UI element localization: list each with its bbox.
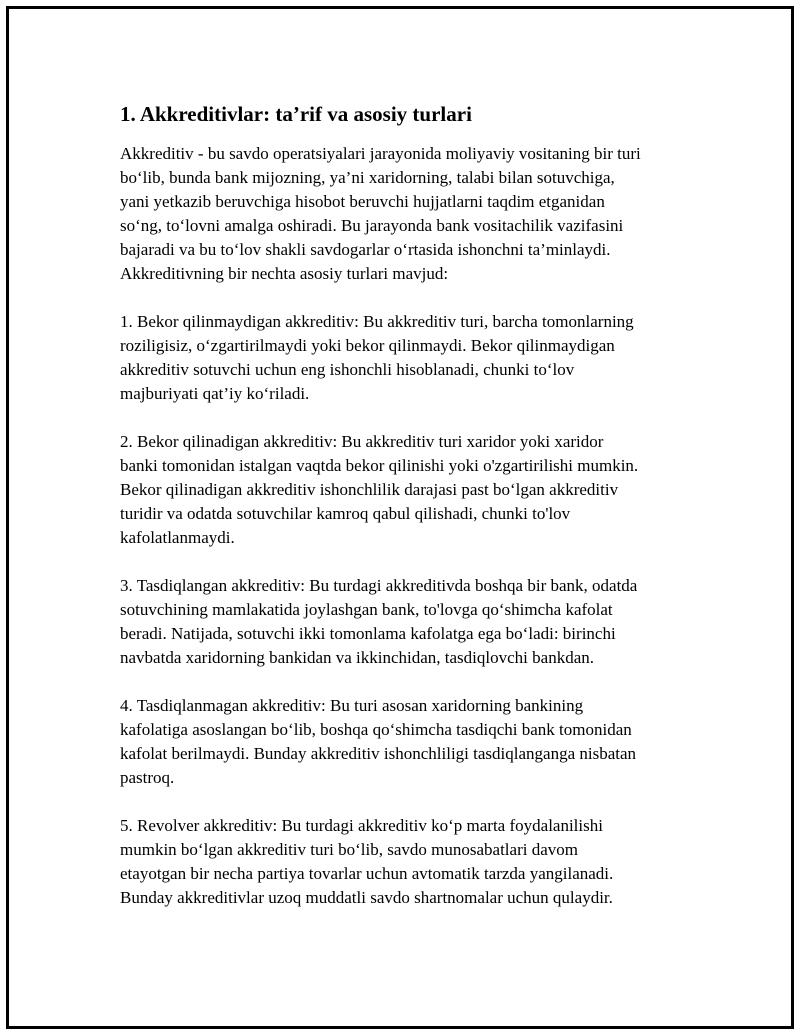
text-line: Akkreditivning bir nechta asosiy turlari mavjud: bbox=[120, 264, 449, 283]
text-line: 3. Tasdiqlangan akkreditiv: Bu turdagi akkreditivda boshqa bir bank, odatda bbox=[120, 576, 638, 595]
page-frame bbox=[6, 6, 794, 1029]
text-line: etayotgan bir necha partiya tovarlar uchun avtomatik tarzda yangilanadi. bbox=[120, 864, 614, 883]
paragraph-revocable bbox=[120, 430, 700, 550]
text-line: beradi. Natijada, sotuvchi ikki tomonlama kafolatga ega bo‘ladi: birinchi bbox=[120, 624, 616, 643]
text-line: navbatda xaridorning bankidan va ikkinchidan, tasdiqlovchi bankdan. bbox=[120, 648, 594, 667]
text-line: roziligisiz, o‘zgartirilmaydi yoki bekor qilinmaydi. Bekor qilinmaydigan bbox=[120, 336, 615, 355]
text-line: bo‘lib, bunda bank mijozning, ya’ni xaridorning, talabi bilan sotuvchiga, bbox=[120, 168, 615, 187]
text-line: kafolat berilmaydi. Bunday akkreditiv ishonchliligi tasdiqlanganga nisbatan bbox=[120, 744, 637, 763]
text-line: 4. Tasdiqlanmagan akkreditiv: Bu turi asosan xaridorning bankining bbox=[120, 696, 584, 715]
paragraph-confirmed bbox=[120, 574, 700, 670]
text-line: 5. Revolver akkreditiv: Bu turdagi akkreditiv ko‘p marta foydalanilishi bbox=[120, 816, 603, 835]
text-line: bajaradi va bu to‘lov shakli savdogarlar o‘rtasida ishonchni ta’minlaydi. bbox=[120, 240, 611, 259]
document-body bbox=[120, 100, 700, 934]
text-line: mumkin bo‘lgan akkreditiv turi bo‘lib, savdo munosabatlari davom bbox=[120, 840, 578, 859]
paragraph-irrevocable bbox=[120, 310, 700, 406]
text-line: akkreditiv sotuvchi uchun eng ishonchli hisoblanadi, chunki to‘lov bbox=[120, 360, 575, 379]
document-title: 1. Akkreditivlar: ta’rif va asosiy turlari bbox=[120, 102, 472, 126]
text-line: Akkreditiv - bu savdo operatsiyalari jarayonida moliyaviy vositaning bir turi bbox=[120, 144, 641, 163]
text-line: banki tomonidan istalgan vaqtda bekor qilinishi yoki o'zgartirilishi mumkin. bbox=[120, 456, 639, 475]
text-line: 2. Bekor qilinadigan akkreditiv: Bu akkreditiv turi xaridor yoki xaridor bbox=[120, 432, 604, 451]
text-line: Bekor qilinadigan akkreditiv ishonchlilik darajasi past bo‘lgan akkreditiv bbox=[120, 480, 619, 499]
paragraph-definition bbox=[120, 142, 700, 286]
paragraph-revolving bbox=[120, 814, 700, 910]
text-line: pastroq. bbox=[120, 768, 175, 787]
text-line: kafolatlanmaydi. bbox=[120, 528, 235, 547]
text-line: yani yetkazib beruvchiga hisobot beruvchi hujjatlarni taqdim etganidan bbox=[120, 192, 605, 211]
text-line: 1. Bekor qilinmaydigan akkreditiv: Bu akkreditiv turi, barcha tomonlarning bbox=[120, 312, 634, 331]
text-line: turidir va odatda sotuvchilar kamroq qabul qilishadi, chunki to'lov bbox=[120, 504, 571, 523]
text-line: majburiyati qat’iy ko‘riladi. bbox=[120, 384, 310, 403]
paragraph-unconfirmed bbox=[120, 694, 700, 790]
text-line: kafolatiga asoslangan bo‘lib, boshqa qo‘shimcha tasdiqchi bank tomonidan bbox=[120, 720, 632, 739]
text-line: so‘ng, to‘lovni amalga oshiradi. Bu jarayonda bank vositachilik vazifasini bbox=[120, 216, 624, 235]
text-line: Bunday akkreditivlar uzoq muddatli savdo shartnomalar uchun qulaydir. bbox=[120, 888, 613, 907]
text-line: sotuvchining mamlakatida joylashgan bank, to'lovga qo‘shimcha kafolat bbox=[120, 600, 613, 619]
